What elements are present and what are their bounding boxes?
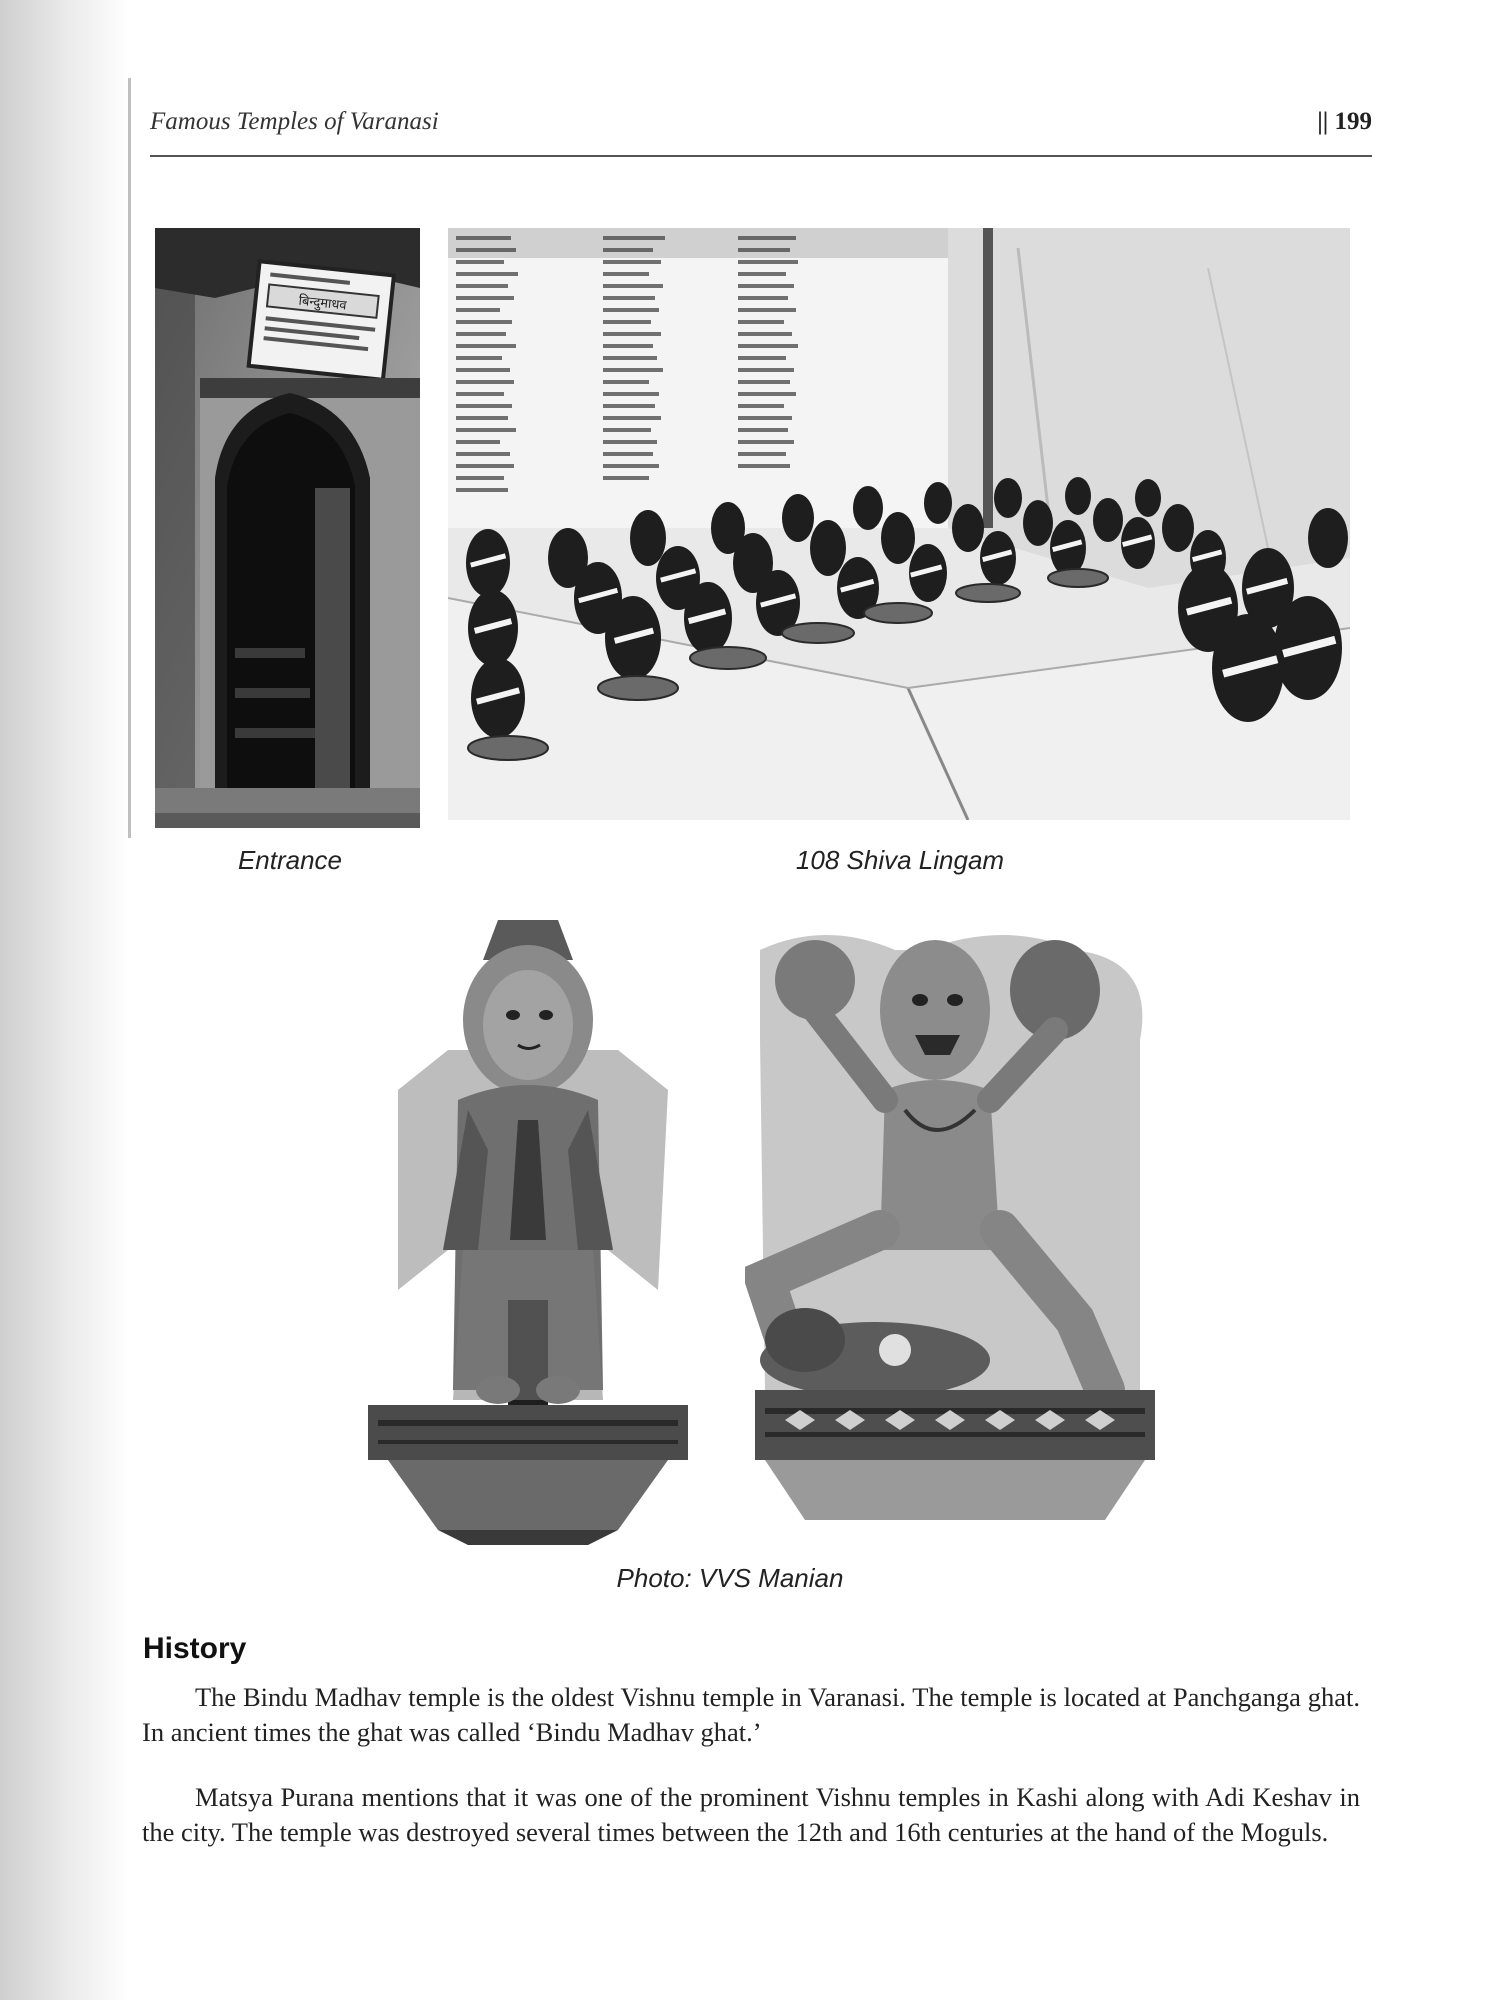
page-number: || 199 [1317, 108, 1372, 135]
history-paragraph-1: The Bindu Madhav temple is the oldest Vishnu temple in Varanasi. The temple is located at Panchganga ghat. In ancient times the ghat was called ‘Bindu Madhav ghat.’ [142, 1682, 1360, 1747]
book-spine-edge [128, 78, 131, 838]
header-rule [150, 155, 1372, 157]
section-heading-history: History [143, 1632, 247, 1665]
narasimha-sculpture-photo [745, 920, 1165, 1545]
history-paragraph-2: Matsya Purana mentions that it was one of the prominent Vishnu temples in Kashi along with Adi Keshav in the city. The temple was destroyed several times between the 12th and 16th centuries at the hand of the Moguls. [142, 1782, 1360, 1847]
lingam-photo [448, 228, 1350, 820]
entrance-caption: Entrance [237, 845, 343, 875]
running-header-title: Famous Temples of Varanasi [150, 108, 439, 135]
photo-credit-caption: Photo: VVS Manian [616, 1563, 844, 1593]
lingam-caption: 108 Shiva Lingam [795, 845, 1005, 875]
book-spine-shadow [0, 0, 130, 2000]
entrance-sign-text: बिन्दुमाधव [297, 293, 348, 314]
garuda-sculpture-photo [368, 920, 688, 1545]
entrance-photo [155, 228, 420, 828]
